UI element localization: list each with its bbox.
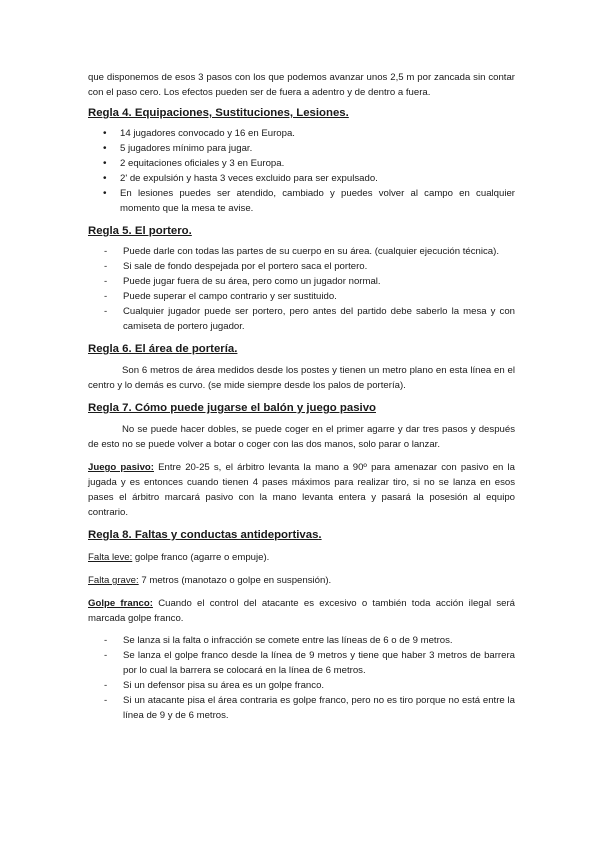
dash-icon: - [104,635,108,646]
dash-icon: - [104,650,108,661]
regla-4-heading: Regla 4. Equipaciones, Sustituciones, Lesiones. [88,107,349,119]
golpe-franco-label: Golpe franco: [88,598,153,609]
falta-leve-label: Falta leve: [88,552,133,563]
regla-8-heading: Regla 8. Faltas y conductas antideportivas. [88,529,322,541]
regla-5-heading: Regla 5. El portero. [88,225,192,237]
dash-icon: - [104,276,108,287]
regla-7-paragraph: No se puede hacer dobles, se puede coger en el primer agarre y dar tres pasos y después de esto no se puede volver a botar o coger con las dos manos, solo parar o lanzar. [88,424,515,450]
dash-icon: - [104,261,108,272]
regla-6-paragraph: Son 6 metros de área medidos desde los postes y tienen un metro plano en esta línea en el centro y lo demás es curvo. (se mide siempre desde los palos de portería). [88,365,515,391]
juego-pasivo-label: Juego pasivo: [88,462,154,473]
regla-4-list [88,126,515,216]
bullet-icon: • [103,158,107,169]
falta-grave-paragraph: Falta grave: 7 metros (manotazo o golpe en suspensión). [88,575,332,586]
list-item: - Si un defensor pisa su área es un golpe franco. [104,680,325,691]
list-item: - Puede superar el campo contrario y ser sustituido. [104,291,337,302]
dash-icon: - [104,306,108,317]
list-item: - Se lanza el golpe franco desde la línea de 9 metros y tiene que haber 3 metros de barrera por lo cual la barrera se colocará en la línea de 6 metros. [104,650,515,676]
list-item: • 2 equitaciones oficiales y 3 en Europa. [103,158,285,169]
list-item: • 5 jugadores mínimo para jugar. [103,143,253,154]
regla-7-heading: Regla 7. Cómo puede jugarse el balón y juego pasivo [88,402,376,414]
dash-icon: - [104,291,108,302]
falta-leve-paragraph: Falta leve: golpe franco (agarre o empuje). [88,552,270,563]
list-item: - Si un atacante pisa el área contraria es golpe franco, pero no es tiro porque no está entre la línea de 9 y de 6 metros. [104,695,515,721]
dash-icon: - [104,695,108,706]
document-page [88,70,515,723]
bullet-icon: • [103,188,107,199]
intro-paragraph: que disponemos de esos 3 pasos con los que podemos avanzar unos 2,5 m por zancada sin contar con el paso cero. Los efectos pueden ser de fuera a adentro y de dentro a fuera. [88,72,515,98]
dash-icon: - [104,246,108,257]
list-item: - Puede darle con todas las partes de su cuerpo en su área. (cualquier ejecución técnica). [104,246,499,257]
dash-icon: - [104,680,108,691]
golpe-franco-paragraph: Golpe franco: Cuando el control del atacante es excesivo o también toda acción ilegal será marcada golpe franco. [88,598,515,624]
regla-5-list [88,244,515,334]
list-item: - Se lanza si la falta o infracción se comete entre las líneas de 6 o de 9 metros. [104,635,453,646]
bullet-icon: • [103,173,107,184]
regla-6-heading: Regla 6. El área de portería. [88,343,238,355]
regla-8-list [88,633,515,723]
juego-pasivo-paragraph: Juego pasivo: Entre 20-25 s, el árbitro levanta la mano a 90º para amenazar con pasivo en la jugada y es entonces cuando tienen 4 pases máximos para realizar tiro, si no se lanza en esos pases el árbitro marcará pasivo con la mano levanta entera y pasará la posesión al equipo contrario. [88,462,515,518]
list-item: - Si sale de fondo despejada por el portero saca el portero. [104,261,368,272]
list-item: • 14 jugadores convocado y 16 en Europa. [103,128,295,139]
list-item: - Puede jugar fuera de su área, pero como un jugador normal. [104,276,381,287]
list-item: • 2' de expulsión y hasta 3 veces excluido para ser expulsado. [103,173,378,184]
bullet-icon: • [103,143,107,154]
bullet-icon: • [103,128,107,139]
list-item: - Cualquier jugador puede ser portero, pero antes del partido debe saberlo la mesa y con camiseta de portero jugador. [104,306,515,332]
list-item: • En lesiones puedes ser atendido, cambiado y puedes volver al campo en cualquier momento que la mesa te avise. [103,188,515,214]
falta-grave-label: Falta grave: [88,575,139,586]
